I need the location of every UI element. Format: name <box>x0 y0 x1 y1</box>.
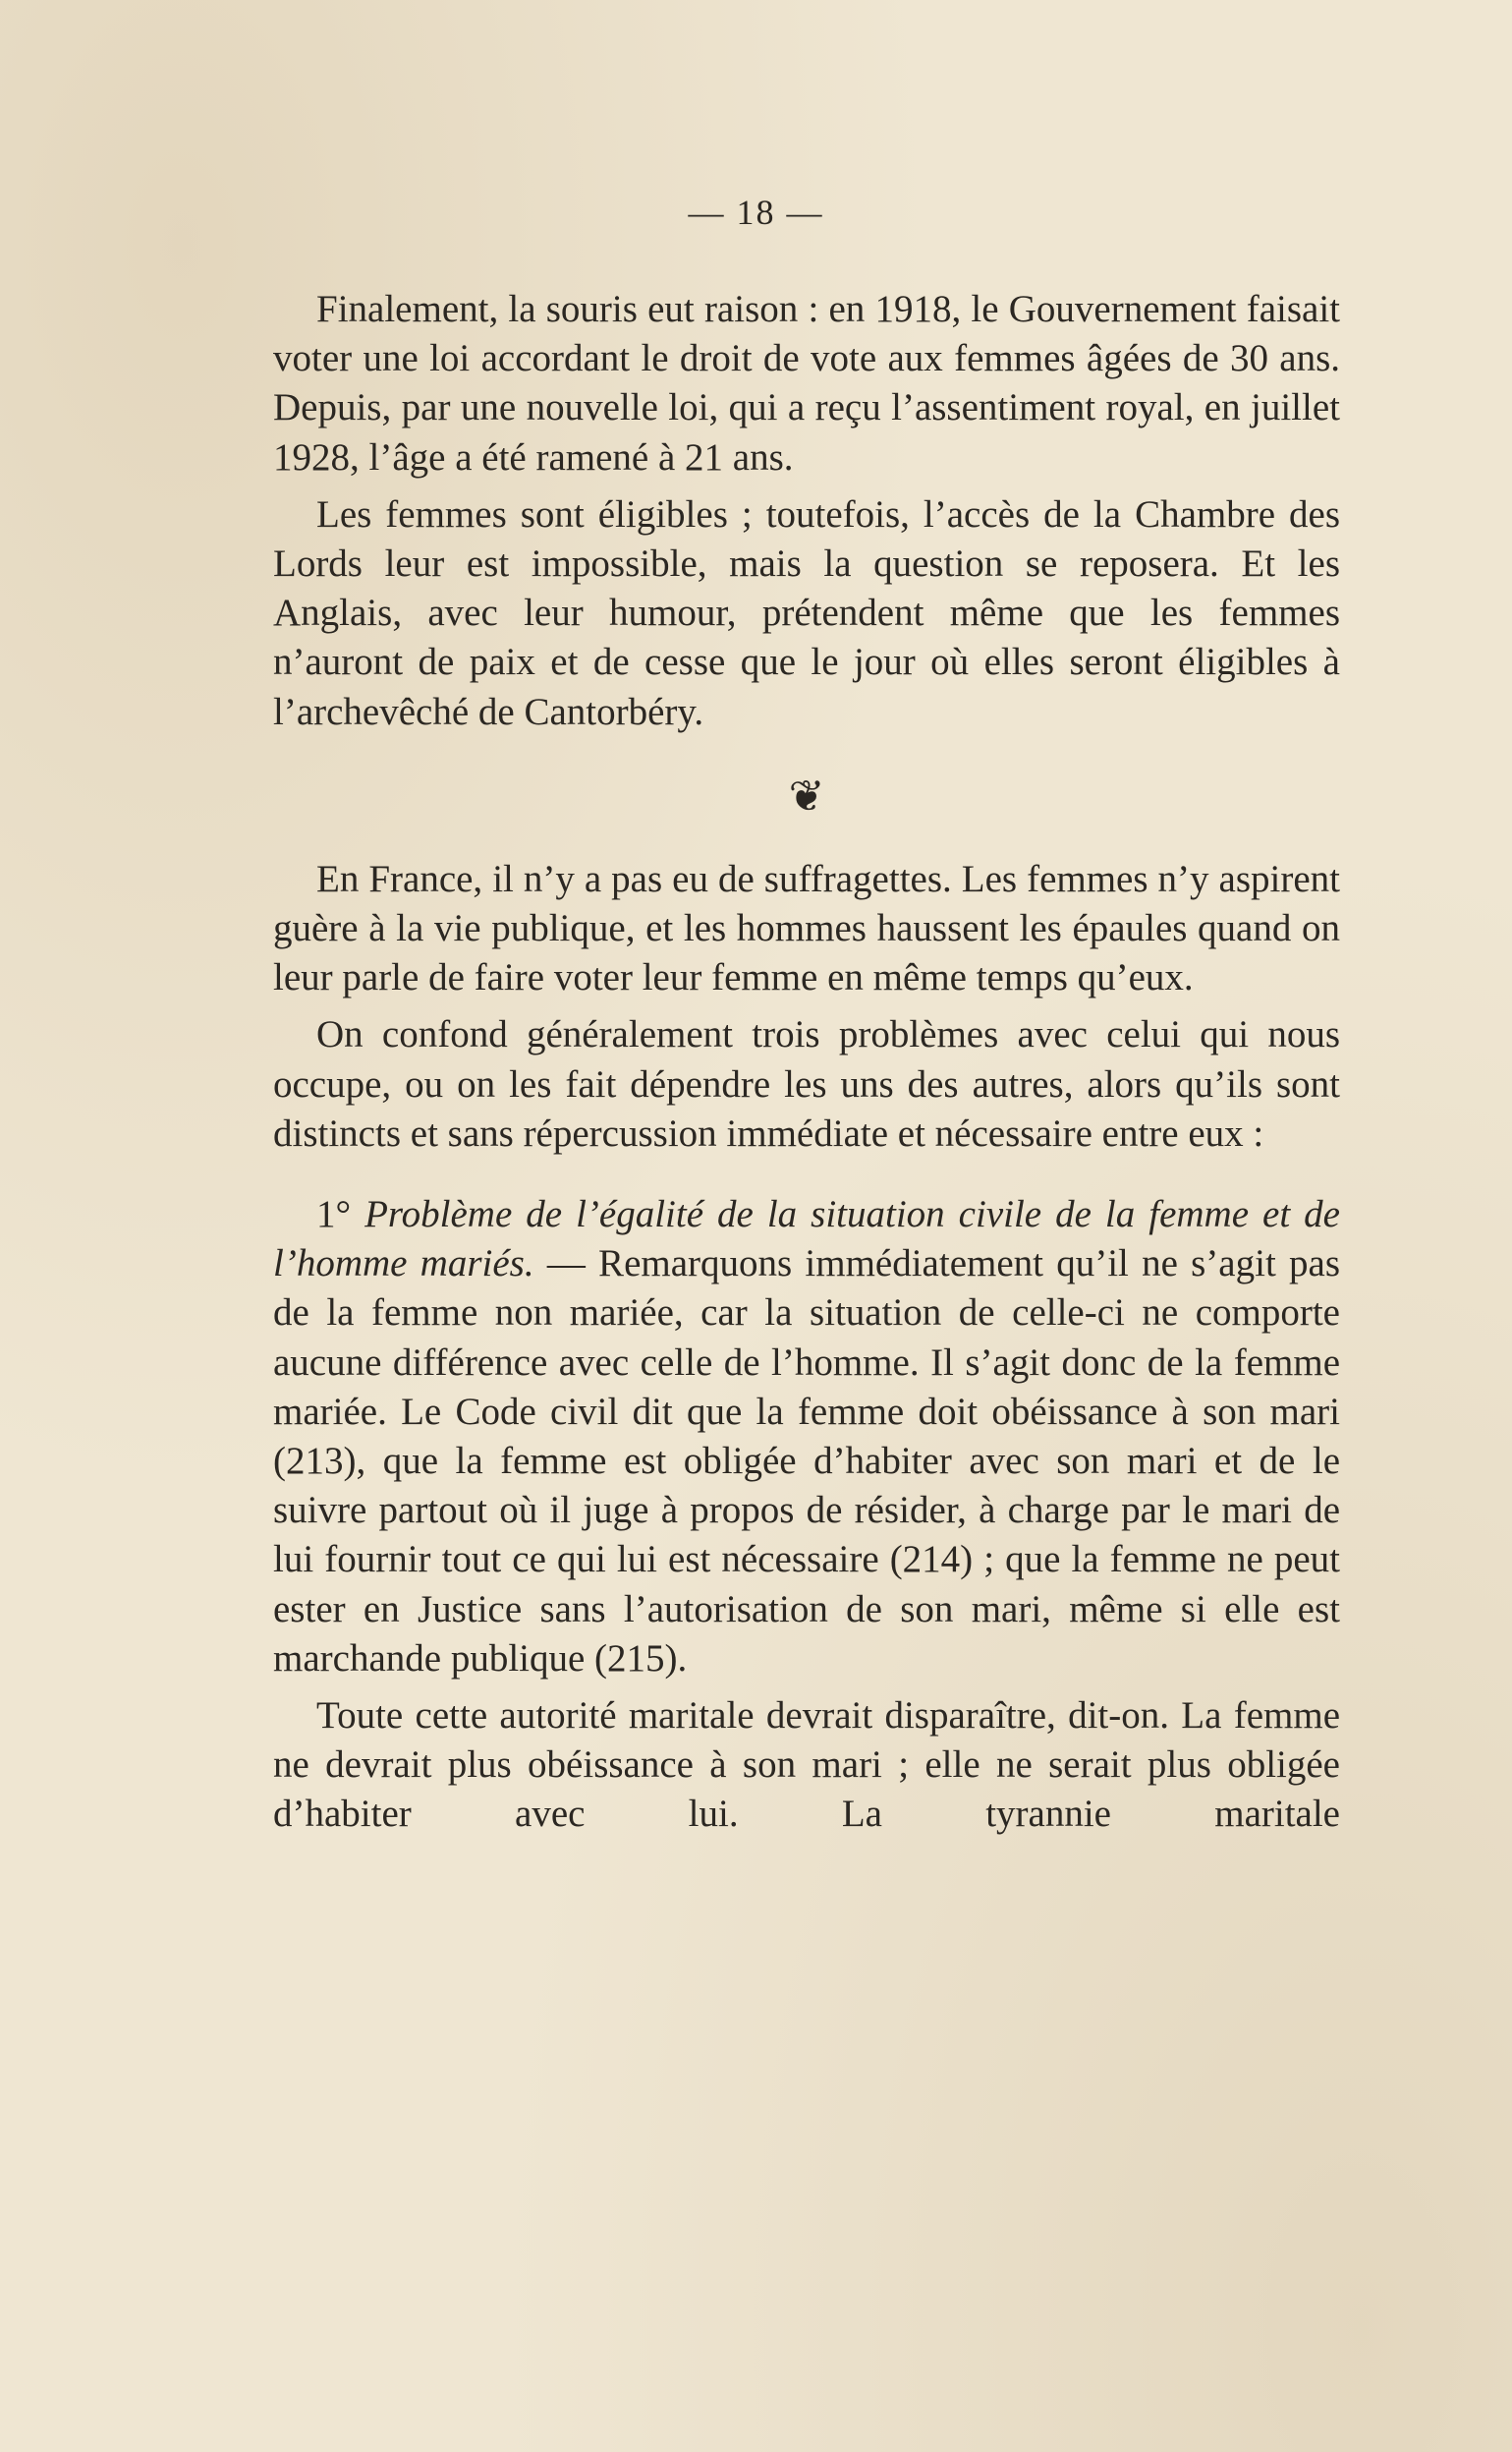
paragraph-4: On confond généralement trois problèmes avec celui qui nous occupe, ou on les fait dépendre les uns des autres, alors qu’ils sont distincts et sans répercussion immédiate et nécessaire entre eux : <box>273 1013 1340 1155</box>
paragraph-1: Finalement, la souris eut raison : en 1918, le Gouvernement faisait voter une loi accordant le droit de vote aux femmes âgées de 30 ans. Depuis, par une nouvelle loi, qui a reçu l’assentiment royal, en juillet 1928, l’âge a été ramené à 21 ans. <box>273 288 1340 479</box>
body-text <box>273 285 1340 1848</box>
paragraph-6: Toute cette autorité maritale devrait disparaître, dit-on. La femme ne devrait plus obéissance à son mari ; elle ne serait plus obligée d’habiter avec lui. La tyrannie maritale <box>273 1694 1340 1836</box>
paragraph-2: Les femmes sont éligibles ; toutefois, l’accès de la Chambre des Lords leur est impossible, mais la question se reposera. Et les Anglais, avec leur humour, prétendent même que les femmes n’auront de paix et de cesse que le jour où elles seront éligibles à l’archevêché de Cantorbéry. <box>273 492 1340 733</box>
paragraph-5-number: 1° <box>316 1193 365 1236</box>
fleuron-ornament-icon: ❦ <box>788 771 825 821</box>
paragraph-5-body: — Remarquons immédiatement qu’il ne s’agit pas de la femme non mariée, car la situation de celle-ci ne comporte aucune différence avec celle de l’homme. Il s’agit donc de la femme mariée. Le Code civil dit que la femme doit obéissance à son mari (213), que la femme est obligée d’habiter avec son mari et de le suivre partout où il juge à propos de résider, à charge par le mari de lui fournir tout ce qui lui est nécessaire (214) ; que la femme ne peut ester en Justice sans l’autorisation de son mari, même si elle est marchande publique (215). <box>273 1242 1340 1680</box>
paragraph-3: En France, il n’y a pas eu de suffragettes. Les femmes n’y aspirent guère à la vie publique, et les hommes haussent les épaules quand on leur parle de faire voter leur femme en même temps qu’eux. <box>273 857 1340 999</box>
paragraph-5 <box>273 1190 1340 1683</box>
section-gap <box>273 1167 1340 1190</box>
paragraph-5-title: Problème de l’égalité de la situation civile de la femme et de l’homme mariés. <box>273 1193 1340 1285</box>
page-number: — 18 — <box>688 193 824 232</box>
